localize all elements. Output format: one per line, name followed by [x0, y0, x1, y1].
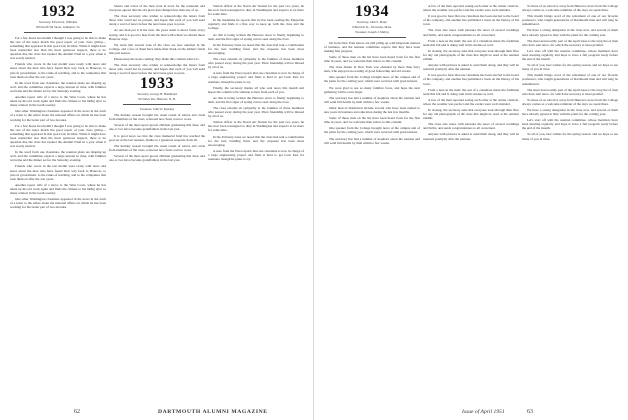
- paragraph: We have a strong delegation in the class now, and several of them have already agreed to help with the plans for the coming year.: [522, 28, 618, 37]
- paragraph: For a few hours last month I thought I was going to be able to make the rest of the letter match the good report of your class giving—something that appeared in this space last October. While it might have been somewhat less than the most generous support, there is no question that the class has backed the Alumni Fund in a year when it was sorely needed.: [10, 35, 106, 61]
- divider: [123, 104, 191, 105]
- paragraph: Station officer at the Naval Air Station for the past two years, he has now been reassigned to duty in Washington and expects to be there for some time.: [208, 120, 304, 133]
- paragraph: Another report tells of a move to the West Coast, where he has taken up his old work again and finds the climate to his liking after so many winters in the north country.: [10, 95, 106, 108]
- paragraph: In the February issue we noted that the class had sent a contribution for the new building fund, and the response has been most encouraging.: [208, 134, 304, 147]
- paragraph: It is good news too that the class memorial fund has reached the goal set at the last reunion, thanks to a generous response from all.: [109, 133, 205, 142]
- paragraph: The class dinner in New York was attended by more than forty men, who enjoyed an evening of good fellowship and old stories.: [324, 65, 420, 74]
- paragraph: In the meantime he reports that he has been reading the Magazine regularly and finds it a fine way to keep up with the class and the College.: [208, 18, 304, 31]
- paragraph: We were glad to see so many familiar faces, and hope the next gathering will be even larger.: [324, 85, 420, 94]
- paragraph: The class secretary also wishes to acknowledge the letters from those who could not be present, and hopes that each of you will send along a word of news before the next issue goes to press.: [109, 14, 205, 27]
- paragraph: The class also notes with pleasure the news of several weddings and births, and sends congratulations to all concerned.: [423, 122, 519, 131]
- paragraph: For a few hours last month I thought I was going to be able to make the rest of the letter match the good report of your class giving—something that appeared in this space last October. While it might have been somewhat less than the most generous support, there is no question that the class has backed the Alumni Fund in a year when it was sorely needed.: [10, 123, 106, 149]
- class-year-heading: 1934: [355, 4, 389, 20]
- paragraph: To those of us who live away from Hanover, news from the College always comes as a welcome reminder of the days we spent there.: [522, 97, 618, 106]
- paragraph: The secretary has had a number of inquiries about the reunion and will send full details by mail within a few weeks.: [324, 95, 420, 104]
- paragraph: Several of the men report grown children graduating this June, and one or two have become grandfathers in the last year.: [109, 123, 205, 132]
- paragraph: Several of the men report grown children graduating this June, and one or two have become grandfathers in the last year.: [109, 153, 205, 162]
- paragraph: In closing, the secretary asks that everyone look through their files for any old photographs of the class that might be used at the reunion exhibit.: [423, 107, 519, 121]
- paragraph: The holiday season brought the usual round of letters and cards from members of the class, scattered now from coast to coast.: [109, 143, 205, 152]
- address-line: 509 North 5th Street, Arlington, Va.: [35, 24, 81, 29]
- paragraph: The most newsworthy part of the April issue is the long list of men who have sent news, for which the secretary is most grateful.: [522, 38, 618, 47]
- right-column-2: [423, 4, 519, 406]
- paragraph: Other men of distinction include several who have been named to new posts in business and education during the last few months.: [324, 105, 420, 115]
- secretary-line: Secretary, Edward A. Williams: [38, 20, 78, 24]
- paragraph: Another report tells of a move to the West Coast, where he has taken up his old work again and finds the climate to his liking after so many winters in the north country.: [10, 182, 106, 195]
- left-column-2: [109, 4, 205, 406]
- class-year-heading: 1933: [140, 75, 174, 93]
- paragraph: We have a strong delegation in the class now, and several of them have already agreed to help with the plans for the coming year.: [522, 107, 618, 117]
- paragraph: One other Washington classmate appeared in the news in the form of a letter to the editor about the national affairs on which he has been working for the better part of two decades.: [10, 109, 106, 122]
- paragraph: We learn that several sons of the class are now enrolled in the College, and a few of them have made their mark on the athletic fields this past season.: [109, 42, 205, 55]
- paragraph: Let's start off with the reunion committee, whose members have been meeting regularly and hope to have a full program ready before the end of the month.: [522, 48, 618, 62]
- right-page: [314, 0, 628, 420]
- paragraph: The class extends its sympathy to the families of those members who passed away during the past year. Their friendship will be missed by all of us.: [208, 57, 304, 70]
- paragraph: To all of you, best wishes for the spring season, and we hope to see many of you in June.: [522, 132, 618, 141]
- paragraph: One speaker from the College brought news of the campus and of the plans for the coming year, which were received with great interest.: [324, 75, 420, 84]
- paragraph: One speaker from the College brought news of the campus and of the plans for the coming year, which were received with great interest.: [324, 126, 420, 135]
- paragraph: Friends who wrote in the last month were ready with news and notes about the men who have found their way back to Hanover, to jobs in government, to the ranks of teaching, and to the companies that took them on after the war years.: [10, 62, 106, 79]
- paragraph: To all of you, best wishes for the spring season, and we hope to see many of you in June.: [522, 63, 618, 72]
- treasurer-line: Treasurer, Joseph J. Malloy: [354, 29, 390, 34]
- paragraph: In closing, the secretary asks that everyone look through their files for any old photographs of the class that might be used at the reunion exhibit.: [423, 48, 519, 62]
- paragraph: The most newsworthy part of the April issue is the long list of men who have sent news, for which the secretary is most grateful.: [522, 87, 618, 96]
- left-column-3: [208, 4, 304, 406]
- paragraph: Anyone with pictures is asked to send them along, and they will be returned promptly after the reunion.: [423, 132, 519, 141]
- paragraph: It was good to hear that one classmate has been elected to the board of his company, and another has published a book on the history of his town.: [423, 73, 519, 86]
- paragraph: Some of those men on the list have been heard from for the first time in years, and we welcome their letters to this column.: [324, 55, 420, 64]
- paragraph: In the word from one classmate, the reunion plans are shaping up well, and the committee expects a large turnout in June, with families welcome and the dinner set for the Saturday evening.: [10, 150, 106, 163]
- divider: [24, 32, 92, 33]
- page-number: 63: [527, 409, 533, 415]
- right-page-footer: [324, 407, 618, 417]
- divider: [338, 37, 406, 38]
- right-column-3: [522, 4, 618, 406]
- paragraph: This month brings word of the retirement of one of our favorite professors, who taught generations of Dartmouth men and will long be remembered.: [522, 14, 618, 27]
- paragraph: A note from the West reports that one classmate is now in charge of a large engineering project and finds it hard to get back East for reunions, though he plans to try.: [208, 71, 304, 84]
- paragraph: As this is being written the Hanover snow is finally beginning to melt, and the first signs of spring can be seen along the river.: [208, 32, 304, 41]
- paragraph: From a note in the mail: the son of a classmate made the freshman team this fall and is doing well in his studies as well.: [423, 87, 519, 96]
- paragraph: The class secretary also wishes to acknowledge the letters from those who could not be present, and hopes that each of you will send along a word of news before the next issue goes to press.: [109, 63, 205, 76]
- paragraph: Sisters and wives of the men were in town for the weekend, and everyone agreed that the old place had changed less than any of us.: [109, 4, 205, 13]
- class-year-heading: 1932: [41, 4, 75, 20]
- paragraph: On from New York letters are still piling up with important matters of business, and the reunion committee reports that they have been making fine progress.: [324, 40, 420, 53]
- address-line: 60 Valley Rd., Hanover, N. H.: [138, 97, 176, 102]
- paragraph: The secretary has had a number of inquiries about the reunion and will send full details by mail within a few weeks.: [324, 136, 420, 145]
- paragraph: To those of us who live away from Hanover, news from the College always comes as a welcome reminder of the days we spent there.: [522, 4, 618, 13]
- issue-label: Issue of April 1951: [462, 409, 505, 415]
- paragraph: Finally, the secretary thanks all who sent news this month and hopes the column will continue to hear from each of you.: [208, 85, 304, 94]
- paragraph: In the February issue we noted that the class had sent a contribution for the new building fund, and the response has been most encouraging.: [208, 42, 304, 55]
- paragraph: This month brings word of the retirement of one of our favorite professors, who taught generations of Dartmouth men and will long be remembered.: [522, 73, 618, 86]
- paragraph: As this is being written the Hanover snow is finally beginning to melt, and the first signs of spring can be seen along the river.: [208, 95, 304, 104]
- right-column-1: [324, 4, 420, 406]
- secretary-line: Secretary, George H. Hammond: [137, 92, 177, 97]
- left-column-1: [10, 4, 106, 406]
- paragraph: A few of the men reported seeing each other at the winter carnival, where the weather was perfect and the events were well attended.: [423, 4, 519, 13]
- magazine-title: DARTMOUTH ALUMNI MAGAZINE: [158, 409, 268, 415]
- paragraph: Station officer at the Naval Air Station for the past two years, he has now been reassigned to duty in Washington and expects to be there for some time.: [208, 4, 304, 17]
- secretary-line: Secretary, John S. Major: [356, 20, 388, 24]
- paragraph: The class extends its sympathy to the families of those members who passed away during the past year. Their friendship will be missed by all of us.: [208, 105, 304, 119]
- paragraph: In the word from one classmate, the reunion plans are shaping up well, and the committee expects a large turnout in June, with families welcome and the dinner set for the Saturday evening.: [10, 80, 106, 93]
- paragraph: Friends who wrote in the last month were ready with news and notes about the men who have found their way back to Hanover, to jobs in government, to the ranks of teaching, and to the companies that took them on after the war years.: [10, 164, 106, 181]
- paragraph: Let's start off with the reunion committee, whose members have been meeting regularly and hope to have a full program ready before the end of the month.: [522, 118, 618, 131]
- paragraph: As one man put it in his note, the years seem to move faster every spring, and it is good to hear from the men with whom we shared those Hanover days.: [109, 28, 205, 41]
- paragraph: A note from the West reports that one classmate is now in charge of a large engineering project and finds it hard to get back East for reunions, though he plans to try.: [208, 148, 304, 161]
- paragraph: A few of the men reported seeing each other at the winter carnival, where the weather was perfect and the events were well attended.: [423, 97, 519, 106]
- page-number: 62: [74, 409, 80, 415]
- paragraph: Please keep the notes coming; they make this column what it is.: [114, 57, 200, 62]
- paragraph: From a note in the mail: the son of a classmate made the freshman team this fall and is doing well in his studies as well.: [423, 38, 519, 47]
- treasurer-line: Treasurer, John W. Kearney: [139, 107, 175, 112]
- paragraph: The holiday season brought the usual round of letters and cards from members of the class, scattered now from coast to coast.: [109, 113, 205, 122]
- left-page-footer: [10, 407, 304, 417]
- address-line: 6 Berwick St., Worcester, Mass.: [352, 24, 392, 29]
- paragraph: It was good to hear that one classmate has been elected to the board of his company, and another has published a book on the history of his town.: [423, 14, 519, 27]
- paragraph: Some of those men on the list have been heard from for the first time in years, and we welcome their letters to this column.: [324, 116, 420, 125]
- paragraph: One other Washington classmate appeared in the news in the form of a letter to the editor about the national affairs on which he has been working for the better part of two decades.: [10, 197, 106, 210]
- paragraph: The class also notes with pleasure the news of several weddings and births, and sends congratulations to all concerned.: [423, 28, 519, 37]
- paragraph: Anyone with pictures is asked to send them along, and they will be returned promptly after the reunion.: [423, 63, 519, 72]
